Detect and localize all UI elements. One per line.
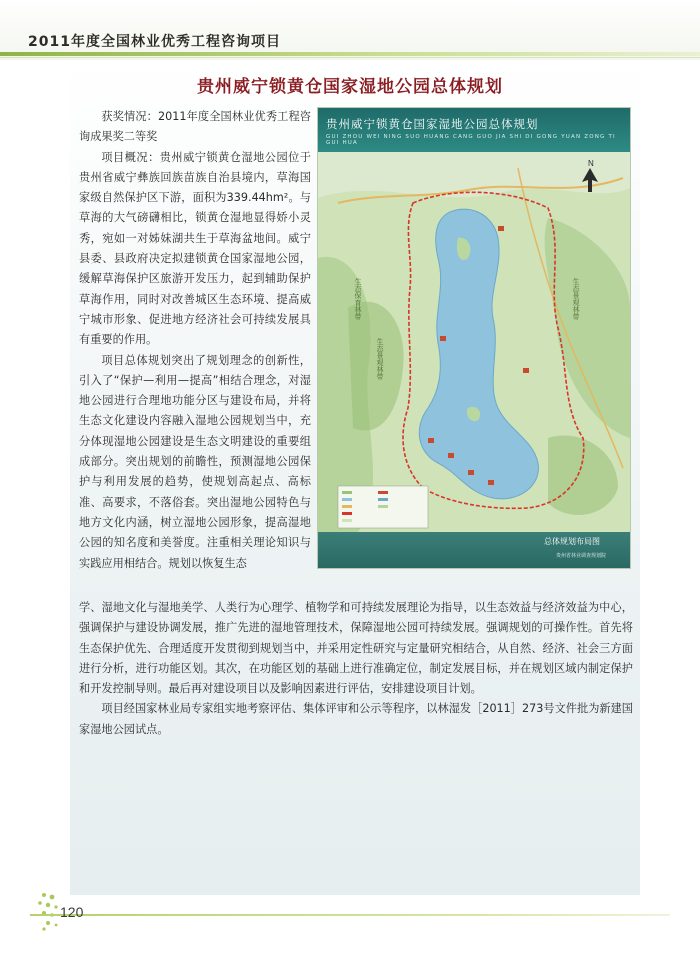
map-subtitle: GUI ZHOU WEI NING SUO HUANG CANG GUO JIA SHI DI GONG YUAN ZONG TI GUI HUA — [326, 134, 616, 146]
ornament-dot — [42, 927, 45, 930]
legend-swatch — [342, 505, 352, 508]
facility-marker — [488, 480, 494, 485]
legend-swatch — [378, 505, 388, 508]
footer-rule — [30, 914, 670, 916]
zone-label-2: 生态景观林带 — [376, 338, 384, 380]
legend-swatch — [378, 498, 388, 501]
overview-paragraph: 项目概况：贵州威宁锁黄仓湿地公园位于贵州省威宁彝族回族苗族自治县境内，草海国家级自然保护区下游，面积为339.44hm²。与草海的大气磅礴相比，锁黄仓湿地显得娇小灵秀，宛如一对姊妹湖共生于草海盆地间。威宁县委、县政府决定拟建锁黄仓国家湿地公园，缓解草海保护区旅游开发压力，起到辅助保护草海作用，同时对改善城区生态环境、提高威宁城市形象、促进地方经济社会可持续发展具有重要的作用。 — [79, 150, 311, 347]
legend-swatch — [342, 491, 352, 494]
approval-paragraph: 项目经国家林业局专家组实地考察评估、集体评审和公示等程序，以林湿发［2011］273号文件批为新建国家湿地公园试点。 — [79, 702, 633, 736]
article-title: 贵州威宁锁黄仓国家湿地公园总体规划 — [197, 77, 503, 97]
facility-marker — [523, 368, 529, 373]
facility-marker — [440, 336, 446, 341]
zone-label-1: 生态保育林带 — [354, 278, 362, 320]
map-caption: 总体规划布局图 — [544, 537, 600, 546]
planning-map — [318, 108, 630, 568]
header-rule-thin — [0, 57, 700, 58]
planning-paragraph-continued: 学、湿地文化与湿地美学、人类行为心理学、植物学和可持续发展理论为指导，以生态效益与经济效益为中心，强调保护与建设协调发展，推广先进的湿地管理技术，保障湿地公园可持续发展。强调规划的可操作性。首先将生态保护优先、合理适度开发贯彻到规划当中，并采用定性研究与定量研究相结合，从自然、经济、社会三方面进行分析，进行功能区划。其次，在功能区划的基础上进行准确定位，制定发展目标，并在规划区域内制定保护和开发控制导则。最后再对建设项目以及影响因素进行评估，安排建设项目计划。 — [79, 601, 633, 696]
facility-marker — [498, 226, 504, 231]
header-title: 2011年度全国林业优秀工程咨询项目 — [28, 34, 281, 50]
award-paragraph: 获奖情况：2011年度全国林业优秀工程咨询成果奖二等奖 — [79, 110, 311, 144]
legend-swatch — [342, 519, 352, 522]
facility-marker — [468, 470, 474, 475]
ornament-dot — [38, 901, 42, 905]
ornament-dot — [50, 895, 55, 900]
page-header — [0, 0, 700, 60]
planning-paragraph: 项目总体规划突出了规划理念的创新性，引入了“保护—利用—提高”相结合理念，对湿地公园进行合理地功能分区与建设布局，并将生态文化建设内容融入湿地公园规划当中，充分体现湿地公园建设是生态文明建设的重要组成部分。突出规划的前瞻性，预测湿地公园保护与利用发展的趋势，使规划高起点、高标准、高要求，不落俗套。突出湿地公园特色与地方文化内涵，树立湿地公园形象，提高湿地公园的知名度和美誉度。注重相关理论知识与实践应用相结合。规划以恢复生态 — [79, 353, 311, 570]
ornament-dot — [46, 903, 50, 907]
ornament-dot — [46, 921, 50, 925]
footer-decoration — [0, 885, 700, 955]
zone-label-3: 生态景观林带 — [572, 278, 580, 320]
page-number: 120 — [60, 904, 84, 920]
legend-swatch — [342, 512, 352, 515]
ornament-dot — [55, 924, 58, 927]
header-rule — [0, 52, 700, 56]
facility-marker — [448, 453, 454, 458]
legend-swatch — [342, 498, 352, 501]
ornament-dot — [54, 905, 57, 908]
article-full-width-text — [79, 598, 633, 740]
legend-swatch — [378, 491, 388, 494]
facility-marker — [428, 438, 434, 443]
planning-map-figure — [317, 107, 631, 569]
map-title: 贵州威宁锁黄仓国家湿地公园总体规划 — [326, 117, 539, 131]
north-label: N — [588, 159, 594, 168]
map-credit: 贵州省林业调查规划院 — [555, 553, 606, 559]
ornament-dot — [42, 893, 46, 897]
article-column-text — [79, 107, 311, 574]
footer-dots-ornament — [0, 885, 700, 955]
